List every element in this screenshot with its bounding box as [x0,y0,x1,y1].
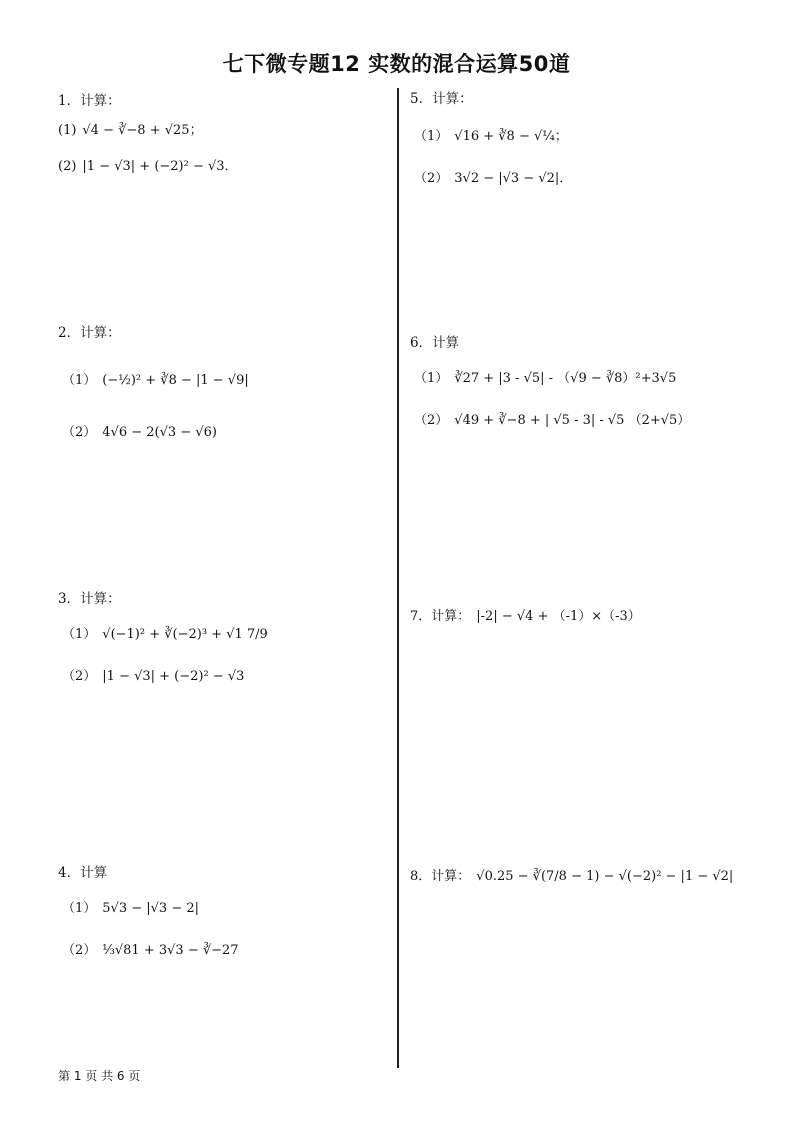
math-expression: |1 − √3| + (−2)² − √3． [82,159,238,174]
part-label: （1） [414,129,449,144]
page-title: 七下微专题12 实数的混合运算50道 [222,52,571,76]
math-expression: √16 + ∛8 − √¼； [454,129,568,144]
math-expression: 4√6 − 2(√3 − √6) [102,425,217,440]
part-label: (1) [58,123,77,138]
question-1-heading: 1．计算： [58,93,121,109]
math-expression: (−½)² + ∛8 − |1 − √9| [102,373,249,388]
page-footer: 第 1 页 共 6 页 [58,1069,141,1083]
math-expression: √49 + ∛−8 + | √5 - 3| - √5 （2+√5） [454,413,691,428]
part-label: （1） [62,901,97,916]
question-8-heading: 8．计算： [410,869,471,884]
part-label: （1） [62,627,97,642]
math-expression: |1 − √3| + (−2)² − √3 [102,669,245,684]
part-label: （1） [62,373,97,388]
question-6-part-2 [414,412,690,430]
math-expression: 5√3 − |√3 − 2| [102,901,200,916]
part-label: （2） [414,171,449,186]
math-expression: 3√2 − |√3 − √2|． [454,171,573,186]
question-5-heading: 5．计算： [410,91,473,107]
question-7-heading: 7．计算： [410,609,471,624]
question-1-part-2 [58,158,238,176]
math-expression: √4 − ∛−8 + √25； [82,123,203,138]
part-label: (2) [58,159,77,174]
part-label: （1） [414,371,449,386]
question-6-heading: 6．计算 [410,335,460,351]
question-5-part-2 [414,170,572,188]
question-4-part-1 [62,900,199,918]
question-5-part-1 [414,128,568,146]
part-label: （2） [414,413,449,428]
math-expression: √(−1)² + ∛(−2)³ + √1 7/9 [102,627,268,642]
question-8 [410,868,733,886]
question-4-part-2 [62,942,239,960]
question-3-part-2 [62,668,244,686]
question-7 [410,608,641,626]
part-label: （2） [62,669,97,684]
question-2-part-2 [62,424,217,442]
question-2-part-1 [62,372,249,390]
column-divider [397,88,399,1068]
question-6-part-1 [414,370,676,388]
math-expression: ∛27 + |3 - √5| - （√9 − ∛8）²+3√5 [454,371,677,386]
math-expression: ⅓√81 + 3√3 − ∛−27 [102,943,239,958]
question-2-heading: 2．计算： [58,325,121,341]
question-4-heading: 4．计算 [58,865,108,881]
question-3-part-1 [62,626,268,644]
part-label: （2） [62,425,97,440]
question-1-part-1 [58,122,203,140]
part-label: （2） [62,943,97,958]
question-3-heading: 3．计算： [58,591,121,607]
math-expression: |-2| − √4 + （-1）×（-3） [476,609,641,624]
math-expression: √0.25 − ∛(7/8 − 1) − √(−2)² − |1 − √2| [476,869,734,884]
